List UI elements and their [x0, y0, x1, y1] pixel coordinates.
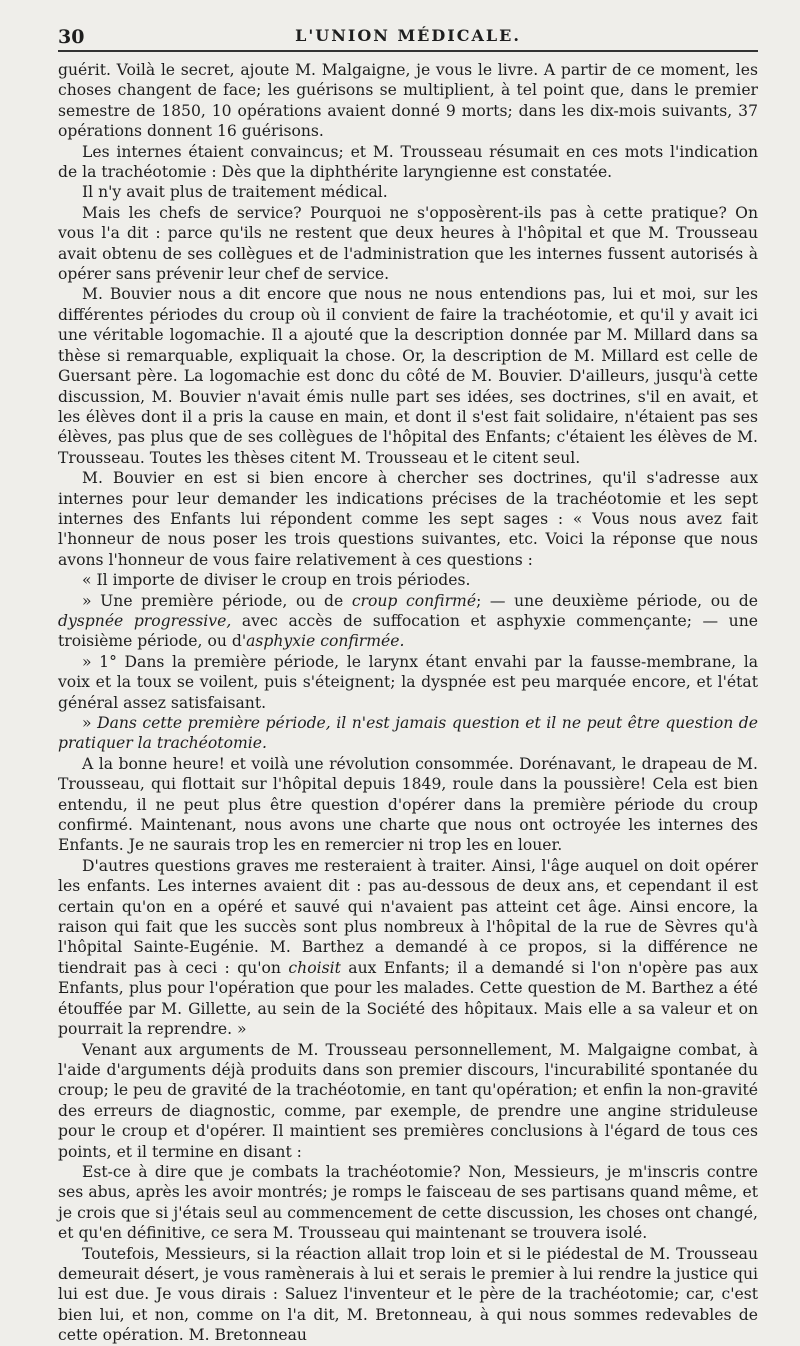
quote-paragraph: » 1° Dans la première période, le larynx étant envahi par la fausse-membrane, la voix et la toux se voilent, puis s'éteignent; la dyspnée est peu marquée encore, et l'état général assez satisfaisant.	[58, 652, 758, 712]
paragraph: M. Bouvier nous a dit encore que nous ne nous entendions pas, lui et moi, sur les différentes périodes du croup où il convient de faire la trachéotomie, et qu'il y avait ici une véritable logomachie. Il a ajouté que la description donnée par M. Millard dans sa thèse si remarquable, expliquait la chose. Or, la description de M. Millard est celle de Guersant père. La logomachie est donc du côté de M. Bouvier. D'ailleurs, jusqu'à cette discussion, M. Bouvier n'avait émis nulle part ses idées, ses doctrines, s'il en avait, et les élèves dont il a pris la cause en main, et dont il s'est fait solidaire, n'étaient pas ses élèves, pas plus que de ses collègues de l'hôpital des Enfants; c'étaient les élèves de M. Trousseau. Toutes les thèses citent M. Trousseau et le citent seul.	[58, 285, 758, 467]
paragraph: D'autres questions graves me resteraient à traiter. Ainsi, l'âge auquel on doit opérer les enfants. Les internes avaient dit : pas au-dessous de deux ans, et cependant il est certain qu'on en a opéré et sauvé qui n'avaient pas atteint cet âge. Ainsi encore, la raison qui fait que les succès sont plus nombreux à l'hôpital de la rue de Sèvres qu'à l'hôpital Sainte-Eugénie. M. Barthez a demandé à ce propos, si la différence ne tiendrait pas à ceci : qu'on choisit aux Enfants; il a demandé si l'on n'opère pas aux Enfants, plus pour l'opération que pour les malades. Cette question de M. Barthez a été étouffée par M. Gillette, au sein de la Société des hôpitaux. Mais elle a sa valeur et on pourrait la reprendre. »	[58, 856, 758, 1039]
paragraph-continuation: guérit. Voilà le secret, ajoute M. Malgaigne, je vous le livre. A partir de ce moment, les choses changent de face; les guérisons se multiplient, à tel point que, dans le premier semestre de 1850, 10 opérations avaient donné 9 morts; dans les dix-mois suivants, 37 opérations donnent 16 guérisons.	[58, 61, 758, 141]
quote-paragraph: « Il importe de diviser le croup en trois périodes.	[82, 571, 471, 590]
paragraph: A la bonne heure! et voilà une révolution consommée. Dorénavant, le drapeau de M. Trousseau, qui flottait sur l'hôpital depuis 1849, roule dans la poussière! Cela est bien entendu, il ne peut plus être question d'opérer dans la première période du croup confirmé. Maintenant, nous avons une charte que nous ont octroyée les internes des Enfants. Je ne saurais trop les en remercier ni trop les en louer.	[58, 754, 758, 855]
paragraph: Toutefois, Messieurs, si la réaction allait trop loin et si le piédestal de M. Trousseau demeurait désert, je vous ramènerais à lui et serais le premier à lui rendre la justice qui lui est due. Je vous dirais : Saluez l'inventeur et le père de la trachéotomie; car, c'est bien lui, et non, comme on l'a dit, M. Bretonneau, à qui nous sommes redevables de cette opération. M. Bretonneau	[58, 1244, 758, 1345]
article-body	[58, 60, 758, 1346]
paragraph: Les internes étaient convaincus; et M. Trousseau résumait en ces mots l'indication de la trachéotomie : Dès que la diphthérite laryngienne est constatée.	[58, 142, 758, 182]
running-title: L'UNION MÉDICALE.	[295, 26, 521, 45]
paragraph: Mais les chefs de service? Pourquoi ne s'opposèrent-ils pas à cette pratique? On vous l'a dit : parce qu'ils ne restent que deux heures à l'hôpital et que M. Trousseau avait obtenu de ses collègues et de l'administration que les internes fussent autorisés à opérer sans prévenir leur chef de service.	[58, 203, 758, 284]
paragraph: Est-ce à dire que je combats la trachéotomie? Non, Messieurs, je m'inscris contre ses abus, après les avoir montrés; je romps le faisceau de ses partisans quand même, et je crois que si j'étais seul au commencement de cette discussion, les choses ont changé, et qu'en définitive, ce sera M. Trousseau qui maintenant se trouvera isolé.	[58, 1162, 758, 1243]
page-number: 30	[58, 26, 85, 48]
paragraph: Il n'y avait plus de traitement médical.	[82, 183, 388, 202]
quote-paragraph: » Dans cette première période, il n'est jamais question et il ne peut être question de pratiquer la trachéotomie.	[58, 714, 758, 753]
paragraph: M. Bouvier en est si bien encore à chercher ses doctrines, qu'il s'adresse aux internes pour leur demander les indications précises de la trachéotomie et les sept internes des Enfants lui répondent comme les sept sages : « Vous nous avez fait l'honneur de nous poser les trois questions suivantes, etc. Voici la réponse que nous avons l'honneur de vous faire relativement à ces questions :	[58, 469, 758, 569]
quote-paragraph: » Une première période, ou de croup confirmé; — une deuxième période, ou de dyspnée progressive, avec accès de suffocation et asphyxie commençante; — une troisième période, ou d'asphyxie confirmée.	[58, 591, 759, 651]
page-header	[58, 24, 758, 52]
paragraph: Venant aux arguments de M. Trousseau personnellement, M. Malgaigne combat, à l'aide d'arguments déjà produits dans son premier discours, l'incurabilité spontanée du croup; le peu de gravité de la trachéotomie, en tant qu'opération; et enfin la non-gravité des erreurs de diagnostic, comme, par exemple, de prendre une angine striduleuse pour le croup et d'opérer. Il maintient ses premières conclusions à l'égard de tous ces points, et il termine en disant :	[58, 1040, 758, 1161]
